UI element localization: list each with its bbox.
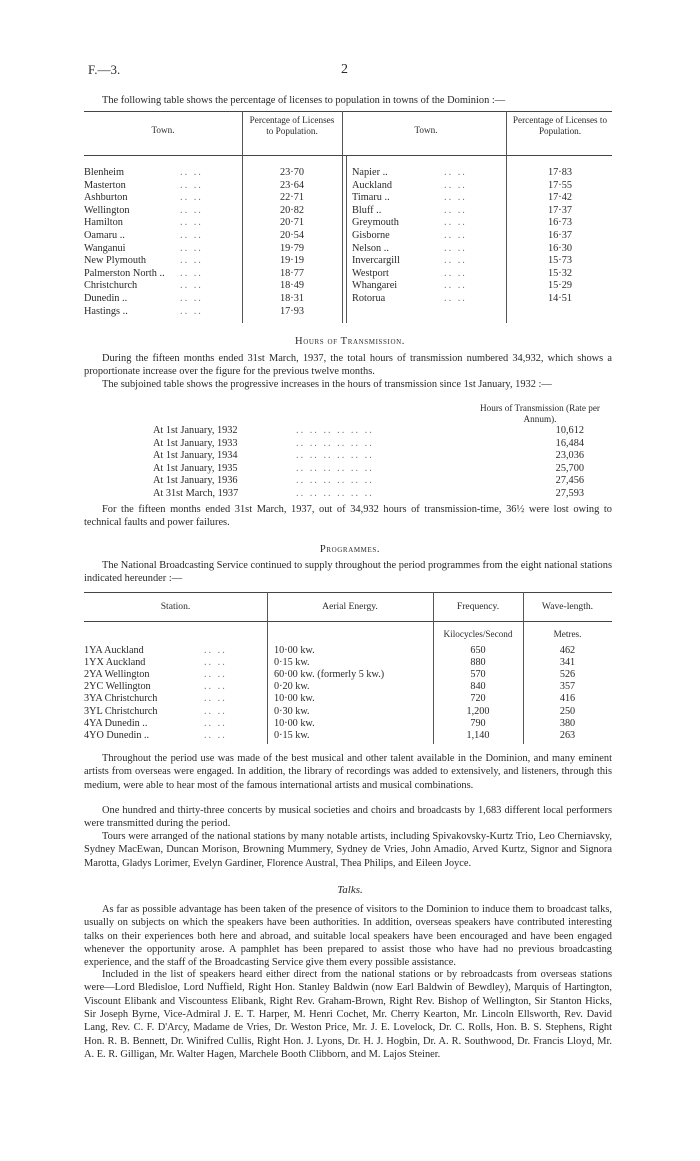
table-row — [84, 229, 612, 241]
town-name: Christchurch — [84, 280, 138, 292]
percentage-value: 20·71 — [279, 217, 305, 229]
leader-dots: .. .. — [444, 230, 467, 241]
wavelength-value: 357 — [559, 681, 576, 693]
column-header-percentage: Percentage of Licenses to Population. — [512, 115, 608, 136]
aerial-energy: 10·00 kw. — [274, 693, 315, 705]
hours-value: 16,484 — [555, 437, 584, 449]
aerial-energy: 0·20 kw. — [274, 681, 310, 693]
table-row — [84, 644, 612, 656]
frequency-value: 1,140 — [466, 729, 490, 741]
percentage-value: 16·30 — [547, 242, 573, 254]
aerial-energy: 0·30 kw. — [274, 705, 310, 717]
percentage-value: 19·19 — [279, 255, 305, 267]
frequency-value: 790 — [470, 717, 486, 729]
station-name: 4YA Dunedin .. — [84, 717, 148, 729]
town-name: Wanganui — [84, 242, 126, 254]
table-row — [84, 449, 612, 461]
table-row — [84, 267, 612, 279]
wavelength-value: 462 — [559, 645, 576, 656]
station-name: 2YC Wellington — [84, 681, 151, 693]
leader-dots: .. .. — [204, 657, 227, 669]
leader-dots: .. .. — [180, 230, 203, 241]
table-row — [84, 179, 612, 191]
column-header-energy: Aerial Energy. — [322, 601, 378, 612]
town-name: Hastings .. — [84, 305, 128, 317]
table-row — [84, 437, 612, 449]
programmes-paragraph: Tours were arranged of the national stations by many notable artists, including Spivakovsky-Kurtz Trio, Leo Cherniavsky, Sydney MacEwan, Duncan Morison, Browning Mummery, Sydney de Vries, John Amadio, Arved Kurtz, Signor and Signora Marotta, Gladys Lorimer, Evelyn Gardiner, Florence Austral, Thea Philips, and Eileen Joyce. — [84, 831, 612, 869]
leader-dots: .. .. — [204, 693, 227, 705]
leader-dots: .. .. — [444, 242, 467, 254]
hours-date: At 1st January, 1934 — [153, 450, 238, 462]
intro-paragraph: The following table shows the percentage of licenses to population in towns of the Dominion :— — [102, 95, 506, 106]
column-header-station: Station. — [160, 601, 191, 612]
hours-date: At 1st January, 1932 — [153, 425, 238, 436]
table-row — [84, 305, 612, 317]
leader-dots: .. .. .. .. .. .. — [296, 475, 374, 487]
leader-dots: .. .. .. .. .. .. — [296, 425, 374, 436]
hours-date: At 31st March, 1937 — [153, 488, 239, 499]
percentage-value: 16·37 — [547, 230, 573, 241]
frequency-value: 840 — [470, 681, 486, 693]
hours-paragraph: The subjoined table shows the progressive increases in the hours of transmission since 1st January, 1932 :— — [102, 379, 552, 390]
programmes-paragraph: One hundred and thirty-three concerts by musical societies and choirs and broadcasts by 1,683 different local performers were transmitted during the period. — [84, 805, 612, 830]
leader-dots: .. .. — [444, 167, 467, 178]
table-row — [84, 216, 612, 228]
hours-paragraph: For the fifteen months ended 31st March, 1937, out of 34,932 hours of transmission-time, 36½ were lost owing to technical faults and power failures. — [84, 504, 612, 529]
town-name: Oamaru .. — [84, 230, 125, 241]
percentage-value: 20·54 — [279, 230, 305, 241]
hours-value: 25,700 — [555, 462, 584, 474]
town-name: Palmerston North .. — [84, 267, 165, 279]
wavelength-value: 380 — [559, 717, 576, 729]
percentage-value: 15·32 — [547, 267, 573, 279]
column-header-town: Town. — [151, 125, 175, 135]
leader-dots: .. .. .. .. .. .. — [296, 437, 374, 449]
percentage-value: 18·49 — [279, 280, 305, 292]
town-name: Whangarei — [352, 280, 398, 292]
table-rule — [84, 621, 612, 622]
hours-paragraph: During the fifteen months ended 31st March, 1937, the total hours of transmission numbered 34,932, which shows a proportionate increase over the figure for the previous twelve months. — [84, 353, 612, 378]
percentage-value: 17·93 — [279, 305, 305, 317]
leader-dots: .. .. — [444, 267, 467, 279]
section-heading-hours: Hours of Transmission. — [295, 336, 405, 347]
table-row — [84, 729, 612, 741]
hours-date: At 1st January, 1936 — [153, 475, 238, 487]
percentage-value: 17·83 — [547, 167, 573, 178]
town-name: Gisborne — [352, 230, 390, 241]
town-name: New Plymouth — [84, 255, 147, 267]
leader-dots: .. .. — [444, 293, 467, 304]
column-header-percentage: Percentage of Licenses to Population. — [249, 115, 335, 136]
town-name: Masterton — [84, 179, 126, 191]
frequency-value: 720 — [470, 693, 486, 705]
table-row — [84, 242, 612, 254]
leader-dots: .. .. — [444, 280, 467, 292]
aerial-energy: 0·15 kw. — [274, 729, 310, 741]
table-row — [84, 717, 612, 729]
leader-dots: .. .. — [444, 217, 467, 229]
table-row — [84, 424, 612, 436]
wavelength-value: 526 — [559, 669, 576, 681]
table-row — [84, 204, 612, 216]
frequency-value: 1,200 — [466, 705, 490, 717]
town-name: Wellington — [84, 204, 130, 216]
table-row — [84, 279, 612, 291]
hours-column-header: Hours of Transmission (Rate per Annum). — [480, 403, 600, 425]
station-name: 3YA Christchurch — [84, 693, 158, 705]
percentage-value: 17·55 — [547, 179, 573, 191]
table-row — [84, 692, 612, 704]
percentage-value: 17·37 — [547, 204, 573, 216]
leader-dots: .. .. — [180, 242, 203, 254]
wavelength-value: 250 — [559, 705, 576, 717]
frequency-unit: Kilocycles/Second — [443, 629, 513, 639]
column-header-town: Town. — [414, 125, 438, 135]
town-name: Ashburton — [84, 192, 128, 204]
station-name: 2YA Wellington — [84, 669, 150, 681]
station-name: 1YX Auckland — [84, 657, 146, 669]
leader-dots: .. .. — [444, 204, 467, 216]
percentage-value: 23·64 — [279, 179, 305, 191]
frequency-value: 650 — [470, 645, 486, 656]
leader-dots: .. .. — [204, 669, 227, 681]
town-name: Greymouth — [352, 217, 399, 229]
percentage-value: 20·82 — [279, 204, 305, 216]
station-name: 1YA Auckland — [84, 645, 144, 656]
percentage-value: 19·79 — [279, 242, 305, 254]
section-heading-programmes: Programmes. — [319, 544, 381, 555]
leader-dots: .. .. .. .. .. .. — [296, 488, 374, 499]
percentage-value: 22·71 — [279, 192, 305, 204]
table-row — [84, 462, 612, 474]
percentage-value: 18·77 — [279, 267, 305, 279]
aerial-energy: 10·00 kw. — [274, 645, 315, 656]
document-reference: F.—3. — [88, 62, 121, 77]
percentage-value: 23·70 — [279, 167, 305, 178]
hours-value: 23,036 — [555, 450, 584, 462]
frequency-value: 570 — [470, 669, 486, 681]
stations-table — [84, 592, 612, 746]
leader-dots: .. .. — [180, 167, 203, 178]
licenses-table — [84, 111, 612, 325]
leader-dots: .. .. — [204, 717, 227, 729]
leader-dots: .. .. — [180, 293, 203, 304]
town-name: Rotorua — [352, 293, 386, 304]
aerial-energy: 60·00 kw. (formerly 5 kw.) — [274, 669, 385, 681]
percentage-value: 15·73 — [547, 255, 573, 267]
table-row — [84, 292, 612, 304]
wavelength-unit: Metres. — [553, 629, 582, 639]
leader-dots: .. .. — [180, 267, 203, 279]
town-name: Bluff .. — [352, 204, 382, 216]
station-name: 4YO Dunedin .. — [84, 729, 150, 741]
hours-value: 10,612 — [555, 425, 584, 436]
leader-dots: .. .. — [180, 280, 203, 292]
hours-value: 27,593 — [555, 488, 584, 499]
town-name: Westport — [352, 267, 389, 279]
table-row — [84, 668, 612, 680]
page-number: 2 — [341, 62, 348, 77]
programmes-paragraph: Throughout the period use was made of the best musical and other talent available in the Dominion, and many eminent artists from overseas were engaged. In addition, the library of recordings was added to extensively, and listeners, through this medium, were able to hear most of the famous international artists and musical combinations. — [84, 753, 612, 791]
table-row — [84, 680, 612, 692]
town-name: Auckland — [352, 179, 393, 191]
town-name: Invercargill — [352, 255, 400, 267]
leader-dots: .. .. — [444, 192, 467, 204]
wavelength-value: 341 — [559, 657, 576, 669]
aerial-energy: 10·00 kw. — [274, 717, 315, 729]
table-rule — [84, 592, 612, 593]
leader-dots: .. .. — [204, 705, 227, 717]
table-row — [84, 656, 612, 668]
programmes-paragraph: The National Broadcasting Service continued to supply throughout the period programmes from the eight national stations indicated hereunder :— — [84, 560, 612, 585]
table-rule — [84, 155, 612, 156]
town-name: Dunedin .. — [84, 293, 128, 304]
table-row — [84, 487, 612, 499]
leader-dots: .. .. — [180, 192, 203, 204]
leader-dots: .. .. .. .. .. .. — [296, 450, 374, 462]
wavelength-value: 263 — [559, 729, 576, 741]
leader-dots: .. .. — [444, 179, 467, 191]
hours-value: 27,456 — [555, 475, 584, 487]
column-header-frequency: Frequency. — [456, 601, 500, 612]
table-row — [84, 474, 612, 486]
town-name: Timaru .. — [352, 192, 390, 204]
hours-date: At 1st January, 1933 — [153, 437, 238, 449]
table-row — [84, 191, 612, 203]
leader-dots: .. .. — [204, 681, 227, 693]
town-name: Hamilton — [84, 217, 123, 229]
table-row — [84, 705, 612, 717]
column-header-wavelength: Wave-length. — [541, 601, 594, 612]
leader-dots: .. .. — [180, 204, 203, 216]
section-heading-talks: Talks. — [337, 884, 363, 896]
aerial-energy: 0·15 kw. — [274, 657, 310, 669]
leader-dots: .. .. — [180, 305, 203, 317]
talks-paragraph: As far as possible advantage has been taken of the presence of visitors to the Dominion to induce them to broadcast talks, usually on subjects on which the speakers have been authorities. In addition, overseas speakers have contributed interesting talks on their experiences both here and abroad, and suitable local speakers have been encouraged and have been engaged whenever the opportunity arose. A pamphlet has been prepared to assist those who have had no previous broadcasting experience, and the staff of the Broadcasting Service give them every possible assistance. — [84, 904, 612, 969]
table-row — [84, 254, 612, 266]
leader-dots: .. .. — [444, 255, 467, 267]
leader-dots: .. .. — [204, 729, 227, 741]
leader-dots: .. .. — [180, 217, 203, 229]
town-name: Nelson .. — [352, 242, 389, 254]
percentage-value: 18·31 — [279, 293, 305, 304]
percentage-value: 17·42 — [547, 192, 573, 204]
town-name: Napier .. — [352, 167, 388, 178]
leader-dots: .. .. .. .. .. .. — [296, 462, 374, 474]
table-rule — [84, 111, 612, 112]
frequency-value: 880 — [470, 657, 486, 669]
town-name: Blenheim — [84, 167, 125, 178]
talks-paragraph: Included in the list of speakers heard either direct from the national stations or by rebroadcasts from overseas stations were—Lord Bledisloe, Lord Nuffield, Right Hon. Stanley Baldwin (now Earl Baldwin of Bewdley), Marquis of Hartington, Viscount Elibank and Viscountess Elibank, Right Rev. Graham-Brown, Right Rev. Bishop of Wellington, Sir Stanton Hicks, Sir Joseph Byrne, Vice-Admiral J. E. T. Harper, M. Henri Cochet, Mr. Cherry Kearton, Mr. Lincoln Ellsworth, Rev. David Lang, Rev. C. F. D'Arcy, Madame de Vries, Dr. Weston Price, Mr. J. E. Lovelock, Dr. C. Rolls, Hon. B. S. Stephens, Right Hon. R. B. Bennett, Dr. Winifred Cullis, Right Hon. J. Lyons, Dr. H. J. Hogbin, Dr. A. R. Southwood, Dr. Francis Lloyd, Mr. A. E. R. Gilligan, Mr. Walter Hagen, Marchele Booth Clibborn, and M. Lajos Steiner. — [84, 969, 612, 1060]
percentage-value: 16·73 — [547, 217, 573, 229]
leader-dots: .. .. — [180, 255, 203, 267]
leader-dots: .. .. — [204, 645, 227, 656]
station-name: 3YL Christchurch — [84, 705, 158, 717]
leader-dots: .. .. — [180, 179, 203, 191]
table-row — [84, 166, 612, 178]
hours-date: At 1st January, 1935 — [153, 462, 238, 474]
wavelength-value: 416 — [559, 693, 576, 705]
percentage-value: 14·51 — [547, 293, 573, 304]
percentage-value: 15·29 — [547, 280, 573, 292]
